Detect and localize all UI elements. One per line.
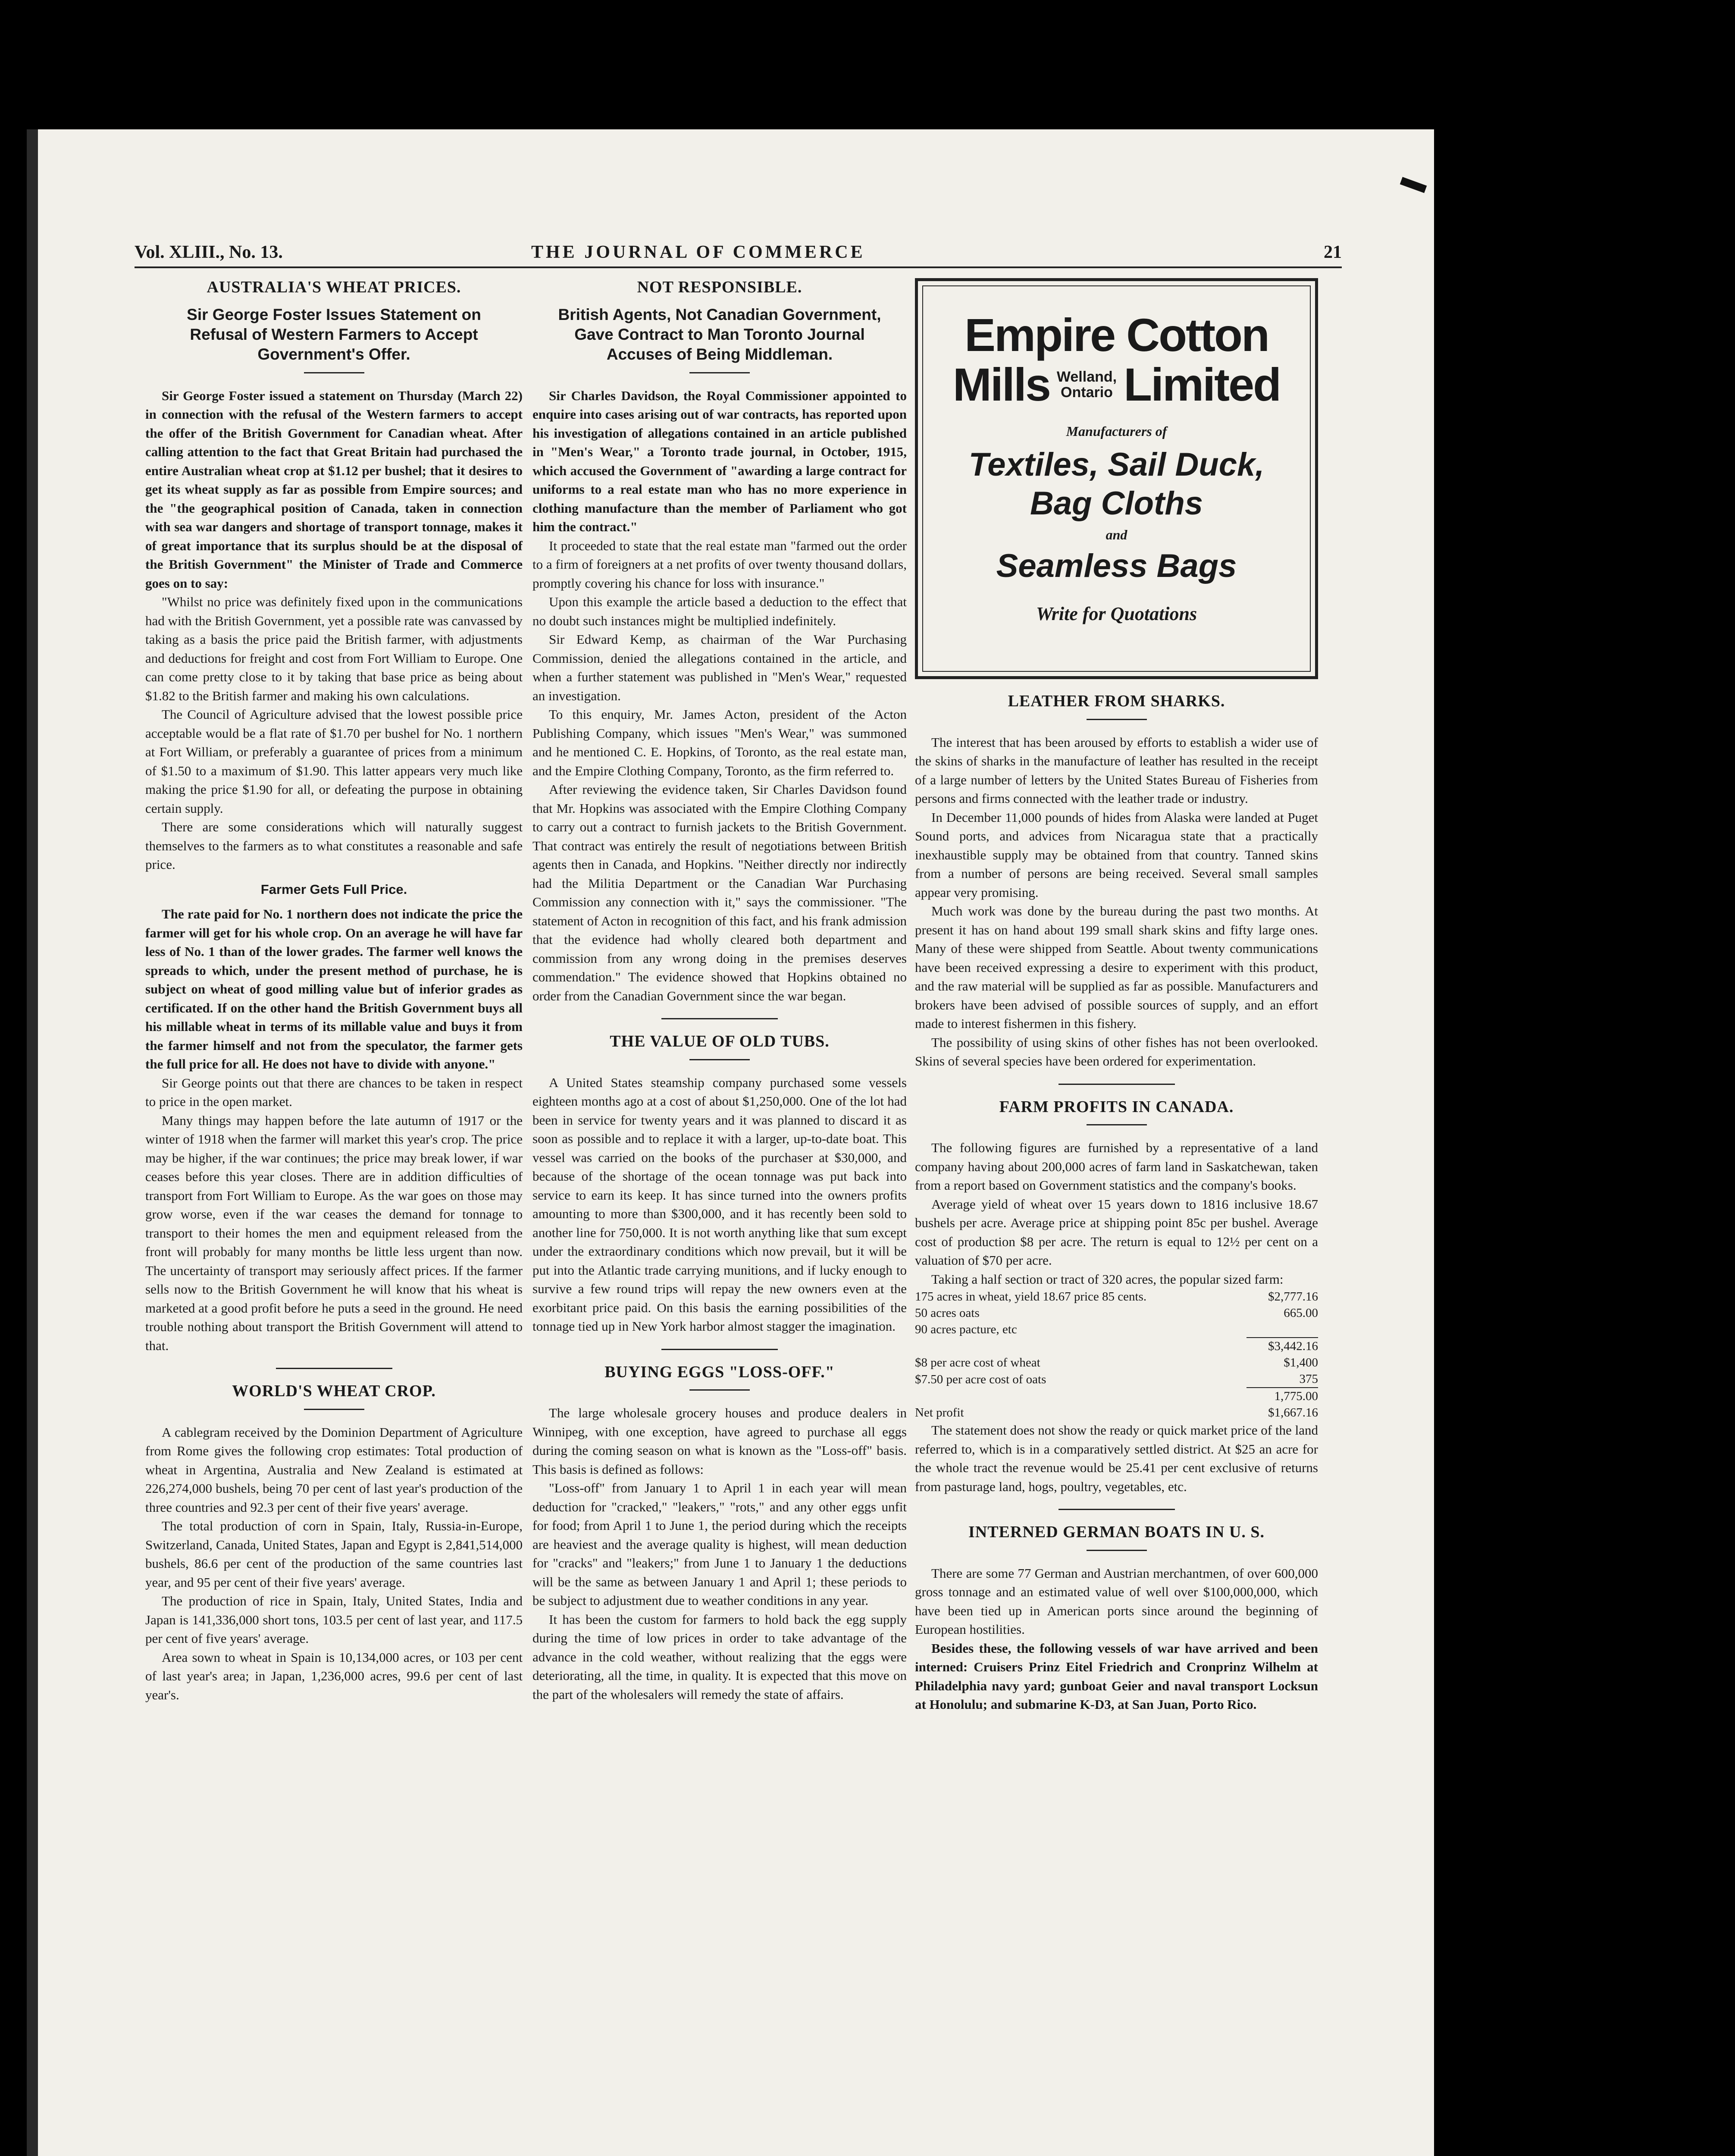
paragraph: A United States steamship company purchased some vessels eighteen months ago at a cost of about $1,250,000. One of the lot had been in service for twenty years and it was planned to discard it as soon as possible and to replace it with a larger, up-to-date boat. This vessel was carried on the books of the purchaser at $30,000, and because of the shortage of the ocean tonnage was put back into service to earn its keep. It has since turned into the owners profits amounting to more than $300,000, and it has recently been sold to another line for 750,000. It is not worth anything like that sum except under the extraordinary conditions which now prevail, but it will be put into the Atlantic trade carrying munitions, and if lucky enough to survive a few round trips will repay the new owners even at the exorbitant price paid. On this basis the earning possibilities of the tonnage tied up in New York harbor almost stagger the imagination. [532,1075,907,1334]
table-cell-amount: $1,667.16 [1268,1406,1318,1420]
paragraph: The following figures are furnished by a representative of a land company having about 200,000 acres of farm land in Saskatchewan, taken from a report based on Government statistics and the company's books. [915,1140,1318,1193]
scan-mark [1400,177,1427,193]
divider [1087,719,1147,720]
paragraph: It proceeded to state that the real estate man "farmed out the order to a firm of foreigners at a net profits of over twenty thousand dollars, promptly covering his chance for loss with insurance." [532,538,907,591]
table-cell-label: $7.50 per acre cost of oats [915,1373,1046,1386]
paragraph: To this enquiry, Mr. James Acton, president of the Acton Publishing Company, which issues "Men's Wear," was summoned and he mentioned C. E. Hopkins, of Toronto, as the real estate man, and the Empire Clothing Company, Toronto, as the firm referred to. [532,707,907,778]
ad-location-city: Welland, [1056,368,1117,385]
ad-location-province: Ontario [1061,384,1113,401]
paragraph: Sir Charles Davidson, the Royal Commissioner appointed to enquire into cases arising out of war contracts, has reported upon his investigation of allegations contained in an article published in "Men's Wear," a Toronto trade journal, in October, 1915, which accused the Government of "awarding a large contract for uniforms to a real estate man who has no more experience in clothing manufacture than the member of Parliament who got him the contract." [532,388,907,534]
paragraph: Besides these, the following vessels of war have arrived and been interned: Cruisers Prinz Eitel Friedrich and Cronprinz Wilhelm at Philadelphia navy yard; gunboat Geier and naval transport Locksun at Honolulu; and submarine K-D3, at San Juan, Porto Rico. [915,1640,1318,1712]
paragraph: Average yield of wheat over 15 years down to 1816 inclusive 18.67 bushels per acre. Average price at shipping point 85c per bushel. Average cost of production $8 per acre. The return is equal to 12½ per cent on a valuation of $70 per acre. [915,1196,1318,1268]
paragraph: The interest that has been aroused by efforts to establish a wider use of the skins of sharks in the manufacture of leather has resulted in the receipt of a large number of letters by the United States Bureau of Fisheries from persons and firms connected with the leather trade or industry. [915,734,1318,806]
paragraph: The production of rice in Spain, Italy, United States, India and Japan is 141,336,000 short tons, 103.5 per cent of last year, and 117.5 per cent of five years' average. [145,1593,523,1646]
paragraph: A cablegram received by the Dominion Department of Agriculture from Rome gives the following crop estimates: Total production of wheat in Argentina, Australia and New Zealand is estimated at 226,274,000 bushels, being 70 per cent of last year's production of the three countries and 92.3 per cent of their five years' average. [145,1424,523,1515]
paragraph: Upon this example the article based a deduction to the effect that no doubt such instances might be multiplied indefinitely. [532,594,907,628]
page-gutter [27,129,38,2156]
article-title: THE VALUE OF OLD TUBS. [610,1032,830,1050]
divider [304,372,364,373]
header-rule [135,266,1342,268]
table-row [915,1388,1318,1404]
page-header [135,239,1342,265]
table-cell-amount: 375 [1299,1372,1318,1386]
divider [1087,1124,1147,1125]
table-row [915,1371,1318,1388]
article-title: NOT RESPONSIBLE. [637,278,802,296]
article-title: FARM PROFITS IN CANADA. [999,1097,1234,1116]
paragraph: After reviewing the evidence taken, Sir Charles Davidson found that Mr. Hopkins was associated with the Empire Clothing Company to carry out a contract to furnish jackets to the British Government. That contract was entirely the result of negotiations between British agents then in Canada, and Hopkins. "Neither directly nor indirectly had the Militia Department or the Canadian War Purchasing Commission any connection with it," says the commissioner. "The statement of Acton in recognition of this fact, and his frank admission that the evidence had wholly cleared both department and commission from any wrong doing in the premises deserves commendation." The evidence showed that Hopkins obtained no order from the Canadian Government since the war began. [532,782,907,1003]
table-cell-amount: $3,442.16 [1246,1338,1318,1354]
article-title: LEATHER FROM SHARKS. [1008,692,1225,710]
page-number: 21 [1324,242,1342,262]
farm-profit-table [915,1288,1318,1421]
paragraph: Sir George points out that there are chances to be taken in respect to price in the open market. [145,1075,523,1109]
table-cell-label [915,1338,1246,1354]
paragraph: Area sown to wheat in Spain is 10,134,000 acres, or 103 per cent of last year's area; in Japan, 1,236,000 acres, 99.6 per cent of last year's. [145,1649,523,1702]
article-title: WORLD'S WHEAT CROP. [232,1382,436,1400]
paragraph: "Whilst no price was definitely fixed upon in the communications had with the British Government, yet a possible rate was canvassed by taking as a basis the price paid the British farmer, with adjustments and deductions for freight and cost from Fort William to Europe. One can come pretty close to it by taking that base price as being about $1.82 to the British farmer and making his own calculations. [145,594,523,703]
table-cell-amount: $1,400 [1284,1356,1318,1369]
paragraph: Taking a half section or tract of 320 acres, the popular sized farm: [931,1271,1284,1287]
table-cell-label [915,1388,1246,1404]
paragraph: The large wholesale grocery houses and produce dealers in Winnipeg, with one exception, have agreed to purchase all eggs during the coming season on what is known as the "Loss-off" basis. This basis is defined as follows: [532,1405,907,1477]
ad-call-to-action: Write for Quotations [1036,603,1197,624]
ad-mills: Mills [952,358,1050,411]
ad-company-line [923,360,1310,409]
article-deck: Sir George Foster Issues Statement on Refusal of Western Farmers to Accept Government's Offer. [187,305,481,363]
advertisement-frame [922,285,1311,672]
divider [304,1409,364,1410]
article-title: INTERNED GERMAN BOATS IN U. S. [968,1523,1265,1541]
table-row [915,1354,1318,1371]
table-cell-amount: 1,775.00 [1246,1388,1318,1404]
table-row [915,1305,1318,1321]
paragraph: The statement does not show the ready or quick market price of the land referred to, which is in a comparatively settled district. At $25 an acre for the whole tract the revenue would be 25.41 per cent exclusive of returns from pasturage land, hogs, poultry, vegetables, etc. [915,1423,1318,1494]
paragraph: The Council of Agriculture advised that the lowest possible price acceptable would be a flat rate of $1.70 per bushel for No. 1 northern at Fort William, or preferably a guarantee of prices from a minimum of $1.50 to a maximum of $1.90. This latter appears very much like making the price $1.90 for all, or defeating the purpose in obtaining certain supply. [145,707,523,816]
divider [689,1389,750,1391]
divider [1087,1550,1147,1551]
divider [1059,1084,1175,1085]
journal-title: THE JOURNAL OF COMMERCE [531,242,865,262]
subheading: Farmer Gets Full Price. [260,881,407,897]
paragraph: The possibility of using skins of other fishes has not been overlooked. Skins of several species have been ordered for experimentation. [915,1034,1318,1069]
advertisement [915,278,1318,679]
ad-product: Bag Cloths [1030,485,1203,522]
ad-manufacturers-of: Manufacturers of [1066,423,1167,439]
column-2 [532,278,907,1704]
table-cell-label: $8 per acre cost of wheat [915,1356,1040,1369]
column-3 [915,278,1318,1714]
paragraph: The total production of corn in Spain, Italy, Russia-in-Europe, Switzerland, Canada, United States, Japan and Egypt is 2,841,514,000 bushels, 86.6 per cent of the production of the same countries last year, and 95 per cent of their five years' average. [145,1518,523,1590]
paragraph: There are some 77 German and Austrian merchantmen, of over 600,000 gross tonnage and an estimated value of well over $100,000,000, which have been tied up in American ports since around the beginning of European hostilities. [915,1565,1318,1637]
ad-and: and [1106,526,1127,542]
table-cell-amount: 665.00 [1284,1306,1318,1320]
divider [661,1018,778,1019]
table-cell-amount [1246,1321,1318,1338]
volume-number: Vol. XLIII., No. 13. [135,242,283,262]
paragraph: There are some considerations which will naturally suggest themselves to the farmers as to what constitutes a reasonable and safe price. [145,819,523,872]
ad-company-name: Empire Cotton [965,309,1268,361]
divider [661,1349,778,1350]
table-cell-label: 175 acres in wheat, yield 18.67 price 85 cents. [915,1290,1147,1304]
paragraph: The rate paid for No. 1 northern does not indicate the price the farmer will get for his whole crop. On an average he will have far less of No. 1 than of the lower grades. The farmer well knows the spreads to which, under the present method of purchase, he is subject on wheat of good milling value but of inferior grades as certificated. If on the other hand the British Government buys all his millable wheat in terms of its millable value and buys it from the farmer himself and not from the speculator, the farmer gets the full price for all. He does not have to divide with anyone." [145,906,523,1072]
table-cell-amount: $2,777.16 [1268,1290,1318,1304]
table-cell-label: 90 acres pacture, etc [915,1322,1017,1336]
paragraph: Much work was done by the bureau during the past two months. At present it has on hand about 199 small shark skins and fifty large ones. Many of these were shipped from Seattle. About twenty communications have been received expressing a desire to experiment with this product, and the raw material will be supplied as far as possible. Manufacturers and brokers have been advised of possible sources of supply, and an effort made to interest fishermen in this fishery. [915,903,1318,1031]
newspaper-page [27,129,1434,2156]
article-title: BUYING EGGS "LOSS-OFF." [604,1363,835,1381]
article-deck: British Agents, Not Canadian Government, Gave Contract to Man Toronto Journal Accuses of Being Middleman. [558,305,881,363]
table-row [915,1404,1318,1421]
ad-product: Textiles, Sail Duck, [968,446,1265,483]
ad-location [1057,369,1117,400]
divider [689,1059,750,1060]
paragraph: Sir George Foster issued a statement on Thursday (March 22) in connection with the refusal of the Western farmers to accept the offer of the British Government for Canadian wheat. After calling attention to the fact that Great Britain had purchased the entire Australian wheat crop at $1.12 per bushel; that it desires to get its wheat supply as far as possible from Empire sources; and the "the geographical position of Canada, taken in connection with sea war dangers and shortage of transport tonnage, makes it of great importance that its surplus should be at the disposal of the British Government" the Minister of Trade and Commerce goes on to say: [145,388,523,591]
paragraph: "Loss-off" from January 1 to April 1 in each year will mean deduction for "cracked," "leakers," "rots," and any other eggs unfit for food; from April 1 to June 1, the period during which the receipts are heaviest and the average quality is highest, will mean deduction for "cracks" and "leakers;" from June 1 to January 1 the deductions will be the same as between January 1 and April 1; these periods to be subject to adjustment due to weather conditions in any year. [532,1480,907,1608]
paragraph: In December 11,000 pounds of hides from Alaska were landed at Puget Sound ports, and advices from Nicaragua state that a practically inexhaustible supply may be obtained from that country. Tanned skins from a number of persons are being received. Several small samples appear very promising. [915,809,1318,900]
divider [276,1368,392,1369]
table-row [915,1338,1318,1354]
paragraph: Sir Edward Kemp, as chairman of the War Purchasing Commission, denied the allegations contained in the article, and when a further statement was published in "Men's Wear," requested an investigation. [532,632,907,703]
ad-limited: Limited [1124,358,1281,411]
table-cell-label: 50 acres oats [915,1306,980,1320]
ad-product: Seamless Bags [996,548,1237,584]
column-1 [145,278,523,1704]
paragraph: Many things may happen before the late autumn of 1917 or the winter of 1918 when the farmer will market this year's crop. The price may be higher, if the war continues; the price may break lower, if war ceases before this year closes. There are in addition difficulties of transport from Fort William to Europe. As the war goes on those may grow worse, even if the war ceases the demand for tonnage to transport to their homes the men and equipment released from the front will probably for many months be little less urgent than now. The uncertainty of transport may seriously affect prices. If the farmer sells now to the British Government he will know that his wheat is marketed at a good profit before he puts a seed in the ground. He need trouble nothing about transport the British Government will attend to that. [145,1112,523,1353]
divider [1059,1509,1175,1510]
table-row [915,1321,1318,1338]
divider [689,372,750,373]
table-row [915,1288,1318,1305]
table-cell-label: Net profit [915,1406,964,1420]
paragraph: It has been the custom for farmers to hold back the egg supply during the time of low prices in order to take advantage of the advance in the cold weather, without realizing that the eggs were deteriorating, all the time, in quality. It is expected that this move on the part of the wholesalers will remedy the state of affairs. [532,1611,907,1702]
article-title: AUSTRALIA'S WHEAT PRICES. [207,278,461,296]
